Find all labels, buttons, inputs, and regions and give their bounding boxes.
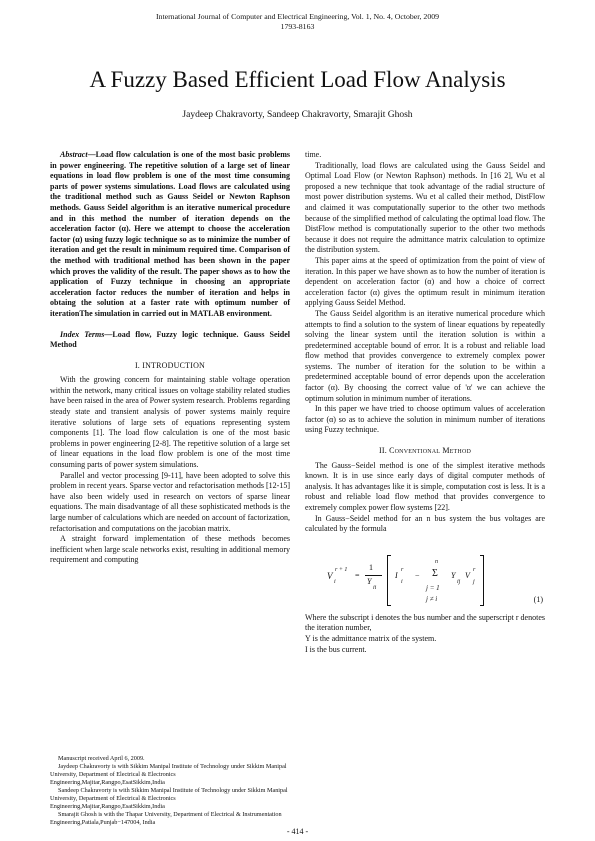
footnote-author-1: Jaydeep Chakravorty is with Sikkim Manipal Institute of Technology under Sikkim Manipal University, Department of Electrical & Electronics Engineering,Majitar,Rangpo,EsatSikkim,India [50,763,287,786]
eq-sum-upper: n [435,558,438,565]
eq-v-sub: i [334,578,336,585]
abstract-lead: Abstract [60,150,88,159]
paper-title: A Fuzzy Based Efficient Load Flow Analysis [89,67,506,92]
eq-yii: Y [367,576,372,586]
method-paragraph-1: The Gauss−Seidel method is one of the simplest iterative methods known. It is in use since early days of digital computer methods of analysis. It has advantages like it is simple, computation cost is less. It is a robust and reliable load flow method that provides convergence to extremely complex power flow systems [22]. [305,460,545,512]
eq-one: 1 [369,562,373,572]
abstract [50,150,290,320]
eq-yij-sub: ij [457,578,461,585]
eq-sum-symbol: Σ [432,567,438,579]
right-column [305,150,545,655]
eq-sum-lower: j = 1 [426,583,440,592]
footnotes [50,755,290,827]
eq-i: I [395,570,398,580]
eq-bracket-left [387,555,388,605]
right-paragraph-2: This paper aims at the speed of optimization from the point of view of iteration. In this paper we have shown as to how the number of iteration is dependent on acceleration factor (α) and how a choice of correct acceleration factor (α) gives the optimum result in minimum iteration applying Gauss Seidel Method. [305,255,545,308]
eq-bracket-right-top [480,555,484,556]
eq-vj: V [465,570,470,580]
eq-i-sub: i [401,578,403,585]
eq-yij: Y [451,570,456,580]
right-paragraph-1: Traditionally, load flows are calculated using the Gauss Seidel and Optimal Load Flow (or Newton Raphson) methods. In [16 2], Wu et al proposed a new technique that took advantage of the radial structure of most power distribution systems. Wu et al called their method, DistFlow and claimed it was computationally superior to the other two methods because of the simplified method of calculating the optimal load flow. The DistFlow method is computationally superior to the other two methods because it does not require the admittance matrix calculation to optimize the distribution system. [305,160,545,255]
eq-yii-sub: ii [373,584,377,591]
eq-fraction-bar [365,575,382,576]
section-title: Conventional Method [389,446,472,456]
eq-bracket-right [483,555,484,605]
intro-paragraph-1: With the growing concern for maintaining stable voltage operation within the network, many critical issues on voltage stability related studies have been raised in the area of Power system research. Problems regarding steady state and transient analysis of power systems mainly require iterative solutions of large sets of equations representing system components [1]. The load flow calculation is one of the most basic problems in power engineering [2-8]. The repetitive solution of a large set of linear equations in the load flow problem is one of the most time consuming parts of power system simulations. [50,375,290,470]
issn-line: 1793-8163 [280,22,315,31]
abstract-text: —Load flow calculation is one of the most basic problems in power engineering. The repetitive solution of a large set of linear equations in load flow problem is one of the most time consuming parts of power systems simulations. Load flows are calculated using the traditional method such as Gauss Seidel or Newton Raphson methods. Gauss Seidel algorithm is an iterative numerical procedure and in this method the number of iteration depends on the acceleration factor (α). Here we attempt to choose the acceleration factor (α) using fuzzy logic technique so as to minimize the number of iteration and get the result in minimum required time. Comparison of the method with traditional method has been shown in the paper which proves the validity of the result. The paper shows as to how the application of Fuzzy technique in choosing an appropriate acceleration factor reduces the number of iteration and helps in obtaing the solution at a faster rate with optimum number of iterationThe simulation in carried out in MATLAB environment. [50,150,290,318]
eq-bracket-left-bottom [387,605,391,606]
left-column [50,150,290,566]
eq-sum-condition: j ≠ i [426,594,438,603]
section-heading-conventional [305,446,545,457]
equation-1 [305,537,545,611]
eq-minus: − [415,570,420,580]
equation-explanation-2: Y is the admittance matrix of the system. [305,633,437,643]
index-terms-text: —Load flow, Fuzzy logic technique. Gauss Seidel Method [50,329,291,350]
intro-paragraph-3: A straight forward implementation of these methods becomes inefficient when large scale networks exist, resulting in additional memory requirement and computing [50,534,290,565]
right-paragraph-4: In this paper we have tried to choose optimum values of acceleration factor (α) so as to achieve the solution in minimum number of iterations using Fuzzy technique. [305,404,545,435]
eq-bracket-left-top [387,555,391,556]
equation-number: (1) [533,594,543,604]
author-list: Jaydeep Chakravorty, Sandeep Chakravorty, Smarajit Ghosh [182,110,413,120]
index-terms-lead: Index Terms [60,329,105,339]
eq-vj-sup: r [473,566,476,573]
footnote-author-2: Sandeep Chakravorty is with Sikkim Manipal Institute of Technology under Sikkim Manipal University, Department of Electrical & Electronics Engineering,Majitar,Rangpo,EsatSikkim,India [50,787,288,810]
eq-equals: = [355,570,360,580]
equation-explanation-1: Where the subscript i denotes the bus number and the superscript r denotes the iteration number, [305,612,545,633]
index-terms [50,330,290,351]
section-number: II. [378,446,390,456]
eq-bracket-right-bottom [480,605,484,606]
method-paragraph-2: In Gauss−Seidel method for an n bus system the bus voltages are calculated by the formula [305,513,545,534]
eq-v: V [327,570,333,581]
eq-v-sup: r + 1 [335,566,348,573]
eq-vj-sub: j [473,578,475,585]
right-paragraph-3: The Gauss Seidel algorithm is an iterative numerical procedure which attempts to find a solution to the system of linear equations by repeatedly solving the linear system until the iteration solution is within a predetermined acceptable bound of error. It is a robust and reliable load flow method that provides convergence to extremely complex power systems. The number of iteration for the solution to be within a predetermined acceptable bound of error depends upon the acceleration factor (α). By choosing the correct value of 'α' we can achieve the optimum solution in minimum number of iterations. [305,308,545,403]
footnote-received: Manuscript received April 6, 2009. [58,755,145,762]
running-header [0,12,595,32]
continuation-text: time. [305,150,322,159]
section-heading-introduction: I. INTRODUCTION [134,360,206,370]
footnote-author-3: Smarajit Ghosh is with the Thapar University, Department of Electrical & Instrumentation Engineering,Patiala,Punjab−147004, India [50,811,282,826]
journal-line: International Journal of Computer and Electrical Engineering, Vol. 1, No. 4, October, 2009 [155,12,440,21]
page-number: - 414 - [286,827,309,836]
intro-paragraph-2: Parallel and vector processing [9-11], have been adopted to solve this problem in recent years. Sparse vector and refactorisation methods [12-15] have also been widely used in research on vectors of sparse linear equations. The main disadvantage of all these sophisticated methods is the large number of calculations which are needed on account of factorization, refactorisation and computations on the jacobian matrix. [50,470,290,533]
eq-i-sup: r [401,566,404,573]
equation-explanation-3: I is the bus current. [305,644,367,654]
